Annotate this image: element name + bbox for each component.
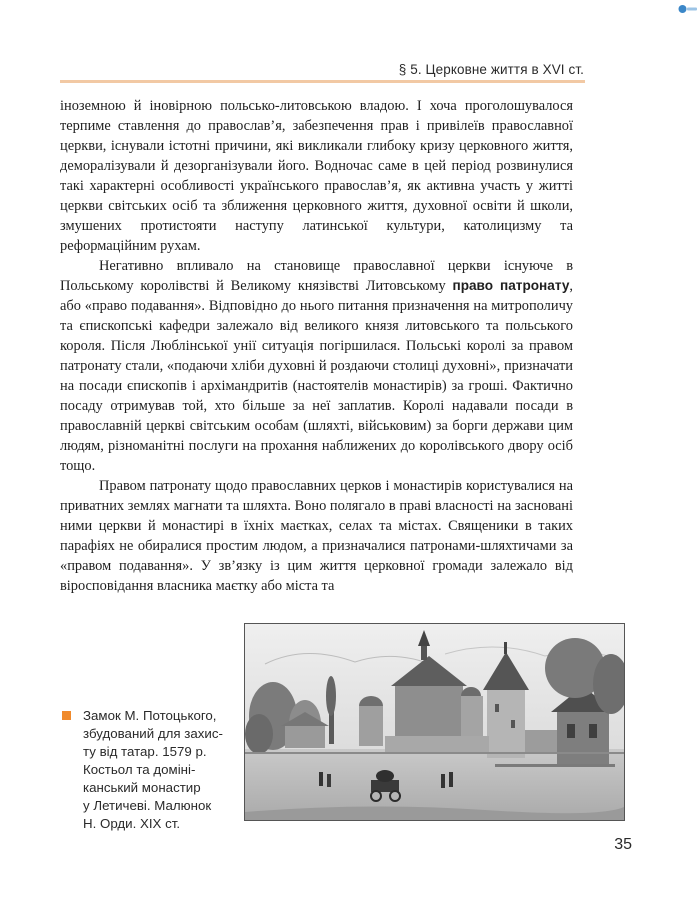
page-number: 35 — [614, 836, 632, 853]
section-header: § 5. Церковне життя в XVI ст. — [398, 62, 584, 77]
caption-line: канський монастир — [83, 780, 201, 795]
illustration-letychiv-castle — [244, 623, 625, 821]
paragraph-2-end: , або «право подавання». Відповідно до нього питання призначення на митрополичу та єпископські кафедри залежало від великого князя литовського та польського короля. Після Люблінської унії ситуація погіршилася. Польські королі за правом патронату стали, «подаючи хліби духовні й роздаючи столиці духовні», призначати на посади єпископів і архімандритів (настоятелів монастирів) за гроші. Фактично посаду отримував той, хто більше за неї заплатив. Королі надавали посади в православній церкві світським особам (шляхті, військовим) за борги держави цим людям, різноманітні послуги на прохання наближених до королівського двору осіб тощо. — [60, 278, 573, 474]
header-divider — [60, 80, 585, 83]
caption-line: у Летичеві. Малюнок — [83, 798, 212, 813]
paragraph-2 — [60, 256, 573, 476]
caption-marker — [62, 711, 71, 720]
engraving-image — [245, 624, 625, 821]
figure-caption — [62, 707, 234, 833]
caption-line: Н. Орди. XIX ст. — [83, 816, 181, 831]
paragraph-1: іноземною й іновірною польсько-литовською владою. І хоча проголошувалося терпиме ставлення до православ’я, забезпечення прав і привілеїв православної церкви, існували істотні причини, які викликали глибоку кризу церковного життя, деморалізували й дезорганізували його. Водночас саме в цей період розвинулися такі характерні особливості українського православ’я, як активна участь у житті церкви світських осіб та зближення церковного життя, духовної освіти й школи, змушених протистояти наступу латинської культури, католицизму та реформаційним рухам. — [60, 98, 573, 254]
paragraph-2-start: Негативно впливало на становище православної церкви існуюче в Польському королівстві й Великому князівстві Литовському — [60, 258, 573, 294]
paragraph-3: Правом патронату щодо православних церков і монастирів користувалися на приватних землях магнати та шляхта. Воно полягало в праві власності на засновані ними церкви й монастирі в їхніх маєтках, селах та містах. Священики в таких парафіях не обиралися простим людом, а призначалися патронами-шляхтичами за «правом подавання». У зв’язку із цим життя церковної громади залежало від віросповідання власника маєтку або міста та — [60, 478, 573, 594]
publisher-logo-icon — [678, 4, 698, 14]
caption-line: Замок М. Потоцького, — [83, 708, 217, 723]
keyword-patronage-right: право патронату — [452, 278, 570, 293]
caption-line: ту від татар. 1579 р. — [83, 744, 207, 759]
main-text — [60, 96, 573, 596]
caption-line: Костьол та доміні- — [83, 762, 196, 777]
caption-line: збудований для захис- — [83, 726, 223, 741]
publisher-logo — [678, 1, 698, 11]
